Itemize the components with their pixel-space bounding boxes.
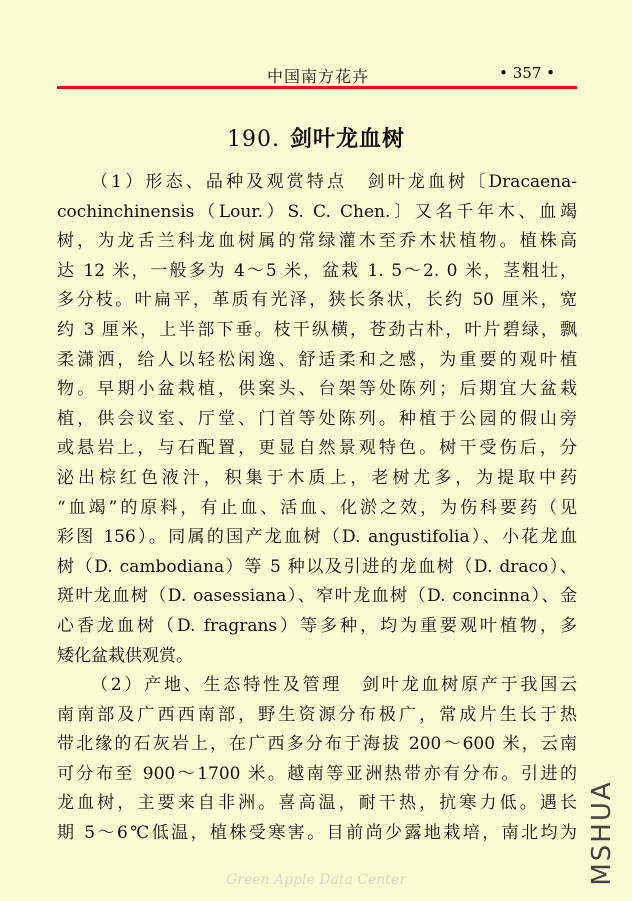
- text-line: （2）产地、生态特性及管理 剑叶龙血树原产于我国云: [91, 675, 577, 696]
- text-line: 彩图 156）。同属的国产龙血树（D. angustifolia）、小花龙血: [57, 527, 577, 548]
- section-heading: 剑叶龙血树: [289, 126, 405, 152]
- text-line: 多分枝。叶扁平，革质有光泽，狭长条状，长约 50 厘米，宽: [57, 290, 577, 311]
- body-text: [57, 168, 577, 849]
- text-line: 约 3 厘米，上半部下垂。枝干纵横，苍劲古朴，叶片碧绿，飘: [57, 319, 577, 340]
- text-line: 植，供会议室、厅堂、门首等处陈列。种植于公园的假山旁: [57, 408, 577, 429]
- text-line: 树（D. cambodiana）等 5 种以及引进的龙血树（D. draco）、: [57, 556, 577, 577]
- text-line: 树，为龙舌兰科龙血树属的常绿灌木至乔木状植物。植株高: [57, 231, 577, 252]
- text-line: 心香龙血树（D. fragrans）等多种，均为重要观叶植物，多: [57, 615, 577, 636]
- bottom-watermark: Green Apple Data Center: [226, 872, 406, 888]
- text-line: 柔潇洒，给人以轻松闲逸、舒适柔和之感，为重要的观叶植: [57, 349, 577, 370]
- text-line: 期 5～6℃低温，植株受寒害。目前尚少露地栽培，南北均为: [57, 823, 577, 844]
- text-line: 泌出棕红色液汁，积集于木质上，老树尤多，为提取中药: [57, 467, 577, 488]
- text-line: 物。早期小盆栽植，供案头、台架等处陈列；后期宜大盆栽: [57, 379, 577, 400]
- page-header: [57, 62, 577, 86]
- text-line: 斑叶龙血树（D. oasessiana）、窄叶龙血树（D. concinna）、金: [57, 586, 577, 607]
- running-title: 中国南方花卉: [267, 67, 370, 86]
- text-line: “血竭”的原料，有止血、活血、化淤之效，为伤科要药（见: [57, 497, 577, 518]
- section-title: [0, 122, 632, 153]
- header-rule: [57, 86, 577, 89]
- text-line: 可分布至 900～1700 米。越南等亚洲热带亦有分布。引进的: [57, 763, 577, 784]
- text-line: 达 12 米，一般多为 4～5 米，盆栽 1. 5～2. 0 米，茎粗壮，: [57, 260, 577, 281]
- text-line: 或悬岩上，与石配置，更显自然景观特色。树干受伤后，分: [57, 438, 577, 459]
- page-number: • 357 •: [499, 64, 555, 82]
- section-number: 190.: [227, 127, 280, 152]
- text-line: 带北缘的石灰岩上，在广西多分布于海拔 200～600 米，云南: [57, 734, 577, 755]
- text-line: cochinchinensis（Lour.）S. C. Chen.〕又名千年木、血竭: [57, 201, 577, 222]
- text-line: 矮化盆栽供观赏。: [57, 645, 193, 666]
- text-line: （1）形态、品种及观赏特点 剑叶龙血树〔Dracaena-: [91, 172, 577, 192]
- side-watermark-text: MSHUA: [587, 780, 617, 886]
- text-line: 南南部及广西西南部，野生资源分布极广，常成片生长于热: [57, 704, 577, 725]
- text-line: 龙血树，主要来自非洲。喜高温，耐干热，抗寒力低。遇长: [57, 793, 577, 814]
